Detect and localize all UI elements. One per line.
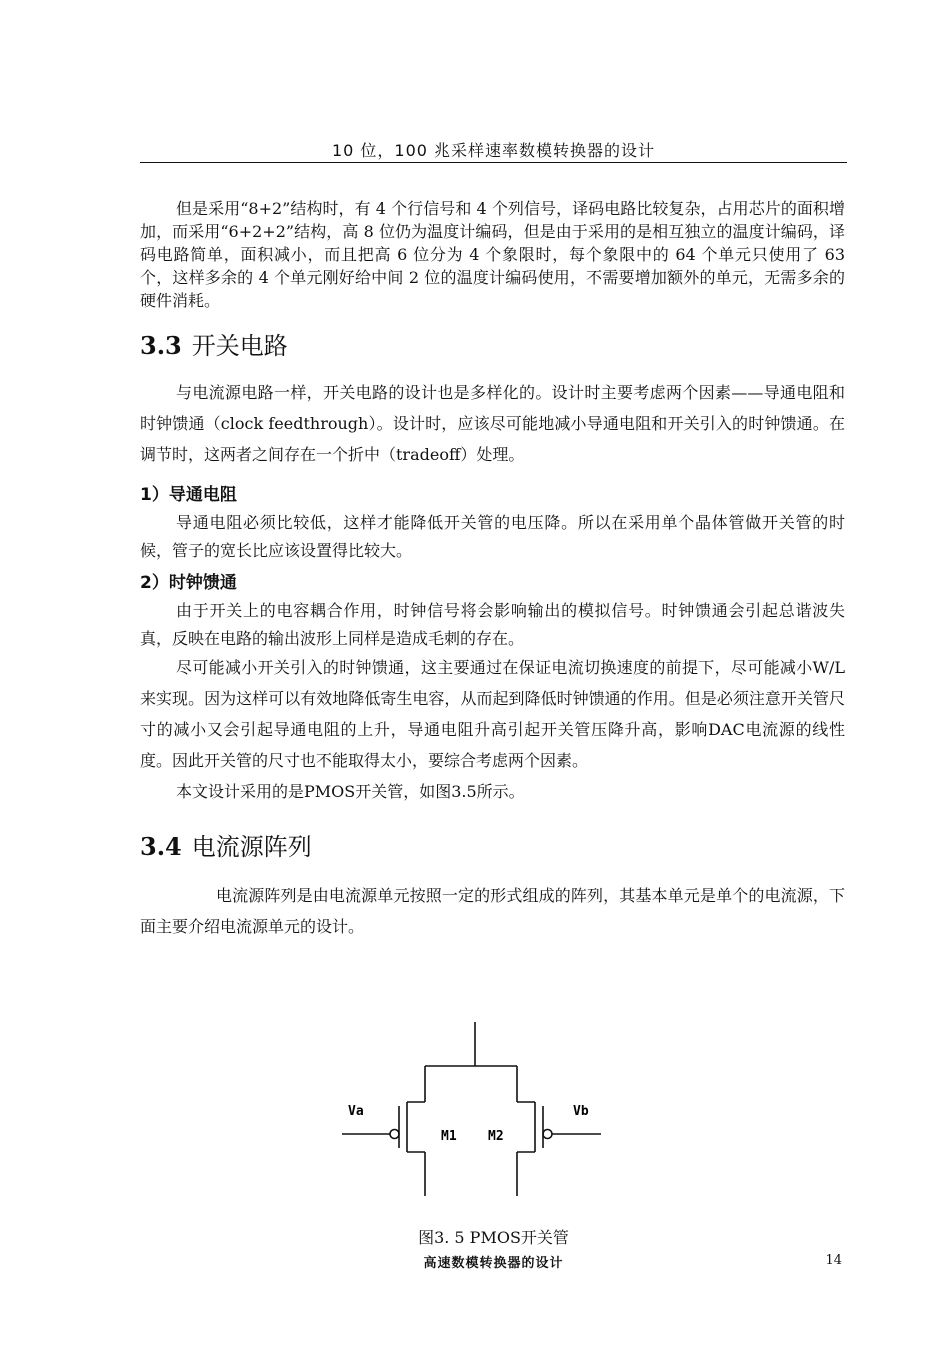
section-title: 开关电路 [191,332,288,360]
label-m1: M1 [441,1129,457,1144]
paragraph-1: 但是采用“8+2”结构时，有 4 个行信号和 4 个列信号，译码电路比较复杂，占用芯片的面积增加，而采用“6+2+2”结构，高 8 位仍为温度计编码，但是由于采用的是相互独立的温度计编码，译码电路简单，面积减小，而且把高 6 位分为 4 个象限时，每个象限中的 64 个单元只使用了 63 个，这样多余的 4 个单元刚好给中间 2 位的温度计编码使用，不需要增加额外的单元，无需多余的硬件消耗。 [140,199,845,310]
page-body [140,197,845,942]
subsection-heading-2: 2）时钟馈通 [140,573,237,593]
paragraph-3: 导通电阻必须比较低，这样才能降低开关管的电压降。所以在采用单个晶体管做开关管的时候，管子的宽长比应该设置得比较大。 [140,513,845,560]
paragraph-5: 尽可能减小开关引入的时钟馈通，这主要通过在保证电流切换速度的前提下，尽可能减小W/L来实现。因为这样可以有效地降低寄生电容，从而起到降低时钟馈通的作用。但是必须注意开关管尺寸的减小又会引起导通电阻的上升，导通电阻升高引起开关管压降升高，影响DAC电流源的线性度。因此开关管的尺寸也不能取得太小，要综合考虑两个因素。 [140,658,845,770]
section-number: 3.4 [140,832,182,861]
paragraph-4: 由于开关上的电容耦合作用，时钟信号将会影响输出的模拟信号。时钟馈通会引起总谐波失真，反映在电路的输出波形上同样是造成毛刺的存在。 [140,601,845,648]
section-heading-3-3 [140,326,845,361]
paragraph-2: 与电流源电路一样，开关电路的设计也是多样化的。设计时主要考虑两个因素——导通电阻和时钟馈通（clock feedthrough）。设计时，应该尽可能地减小导通电阻和开关引入的时钟馈通。在调节时，这两者之间存在一个折中（tradeoff）处理。 [140,383,845,464]
paragraph-6: 本文设计采用的是PMOS开关管，如图3.5所示。 [176,782,525,801]
label-vb: Vb [573,1104,589,1119]
header-rule [140,162,847,163]
label-m2: M2 [488,1129,504,1144]
running-header: 10 位，100 兆采样速率数模转换器的设计 [331,141,656,160]
paragraph-7: 电流源阵列是由电流源单元按照一定的形式组成的阵列，其基本单元是单个的电流源，下面主要介绍电流源单元的设计。 [140,886,845,936]
section-heading-3-4 [140,827,845,862]
page-number: 14 [825,1253,842,1268]
running-footer: 高速数模转换器的设计 [423,1256,564,1271]
section-number: 3.3 [140,331,182,360]
pmos-switch-figure [335,1022,615,1202]
subsection-heading-1: 1）导通电阻 [140,485,237,505]
figure-caption: 图3. 5 PMOS开关管 [418,1228,569,1247]
label-va: Va [348,1104,364,1119]
section-title: 电流源阵列 [191,833,312,861]
pmos-switch-schematic [335,1022,615,1202]
